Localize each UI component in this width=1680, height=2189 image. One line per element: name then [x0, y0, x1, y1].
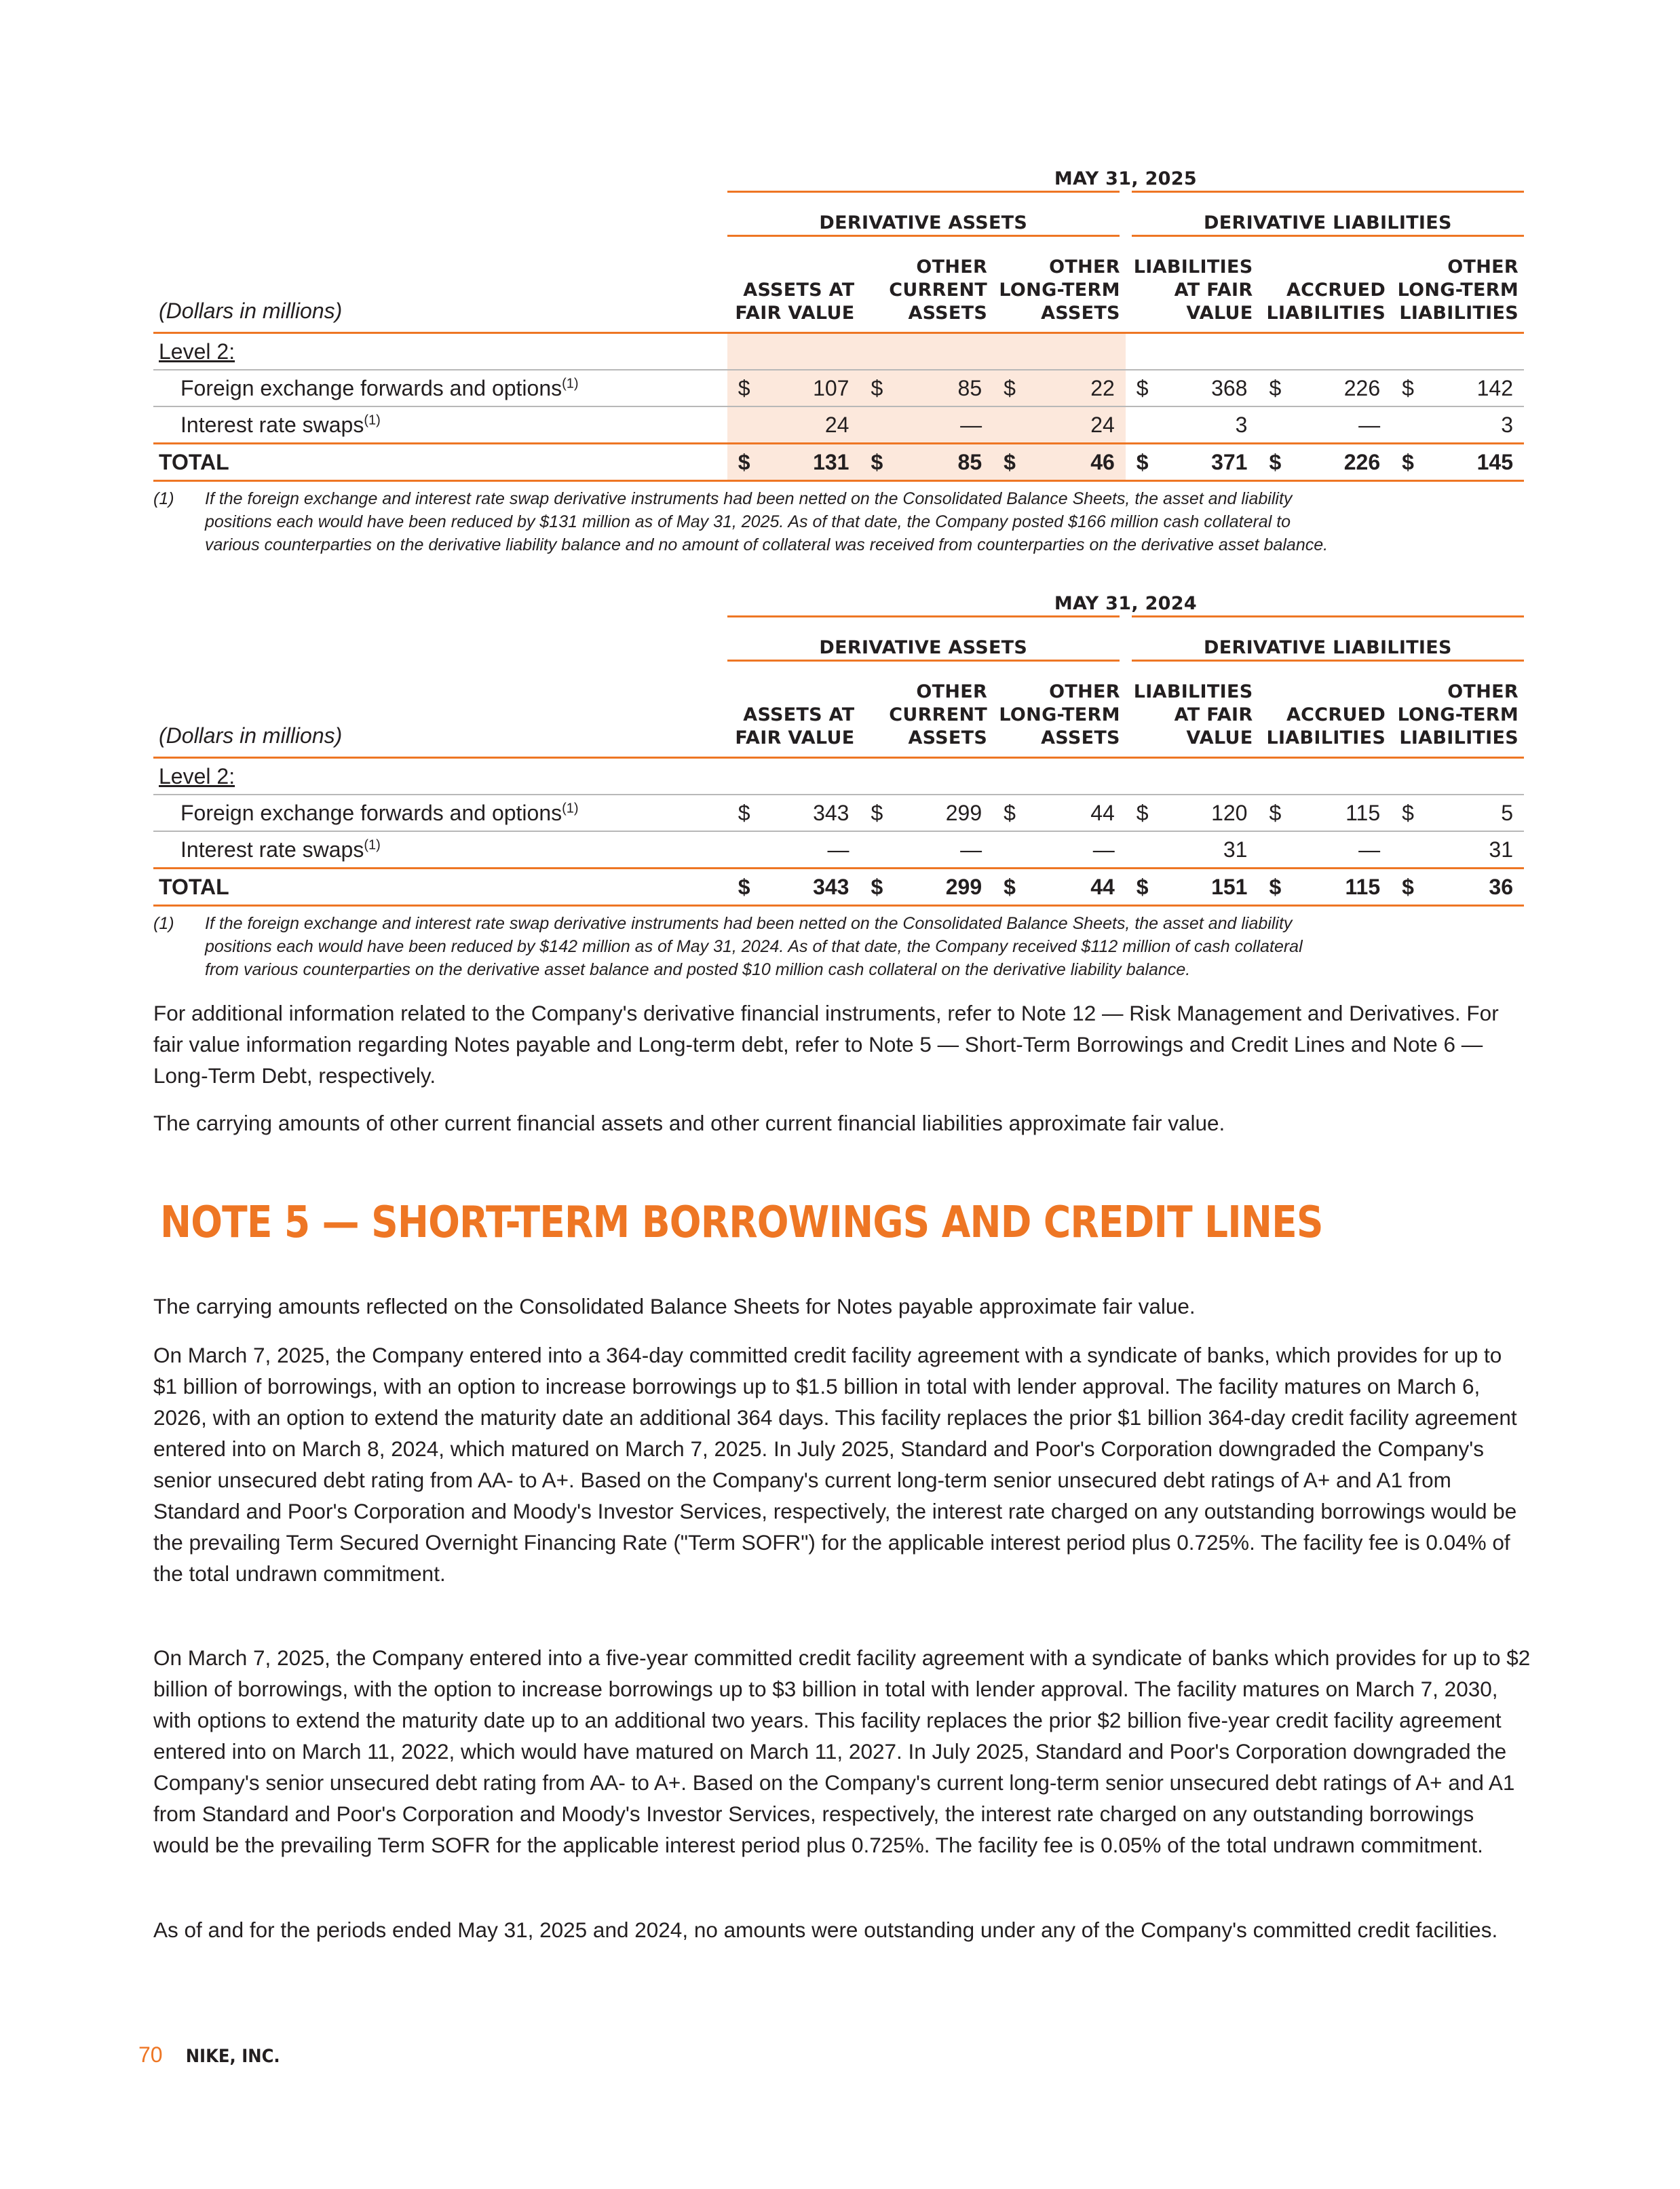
table-row	[153, 795, 1524, 831]
column-header-line: ASSETS	[908, 303, 988, 324]
column-header-line: OTHER	[1447, 256, 1519, 278]
currency-symbol	[727, 406, 756, 444]
total-value-cell: 371	[1154, 444, 1259, 481]
company-name: NIKE, INC.	[185, 2046, 280, 2067]
units-label: (Dollars in millions)	[153, 236, 727, 333]
total-value-cell: 85	[888, 444, 993, 481]
footnote-2025	[153, 487, 1524, 556]
row-label-text: Interest rate swaps	[180, 837, 364, 862]
empty-cell	[1419, 758, 1524, 795]
total-value-cell: 46	[1021, 444, 1126, 481]
value-cell: 3	[1419, 406, 1524, 444]
empty-cell	[1021, 758, 1126, 795]
column-header-line: LIABILITIES	[1399, 727, 1519, 748]
currency-symbol	[860, 406, 888, 444]
empty-cell	[1154, 758, 1259, 795]
footnote-line: If the foreign exchange and interest rate swap derivative instruments had been netted on the Consolidated Balance Sheets, the asset and liability	[205, 489, 1293, 508]
empty-cell	[1126, 333, 1154, 370]
footnote-ref: (1)	[562, 800, 579, 816]
column-header	[1258, 661, 1391, 758]
value-cell: 5	[1419, 795, 1524, 831]
note-paragraph: The carrying amounts reflected on the Consolidated Balance Sheets for Notes payable approximate fair value.	[153, 1294, 1196, 1318]
period-header: MAY 31, 2024	[727, 577, 1524, 617]
fair-value-table-2025	[153, 153, 1524, 482]
column-header-line: LIABILITIES	[1399, 303, 1519, 324]
column-header-line: FAIR VALUE	[735, 727, 855, 748]
column-header-line: LONG-TERM	[1397, 280, 1519, 301]
column-header-line: LIABILITIES	[1133, 256, 1253, 278]
currency-symbol: $	[993, 444, 1021, 481]
row-label-text: Interest rate swaps	[180, 412, 364, 437]
empty-cell	[1287, 333, 1392, 370]
column-header	[1258, 236, 1391, 333]
footnote-ref: (1)	[364, 837, 381, 852]
column-header-line: OTHER	[916, 256, 988, 278]
footnote-line: If the foreign exchange and interest rate swap derivative instruments had been netted on the Consolidated Balance Sheets, the asset and liability	[205, 914, 1293, 933]
row-label-text: Foreign exchange forwards and options	[180, 800, 562, 825]
column-header-line: AT FAIR	[1174, 704, 1253, 725]
footnote-2024	[153, 912, 1524, 981]
table-row	[153, 370, 1524, 406]
period-header: MAY 31, 2025	[727, 153, 1524, 192]
empty-cell	[1287, 758, 1392, 795]
currency-symbol: $	[1391, 795, 1419, 831]
row-label	[153, 795, 727, 831]
footnote-number: (1)	[153, 489, 174, 508]
column-header	[993, 661, 1126, 758]
group-derivative-liabilities: DERIVATIVE LIABILITIES	[1126, 617, 1524, 661]
empty-cell	[888, 758, 993, 795]
fair-value-table-2024	[153, 577, 1524, 907]
value-cell: 343	[756, 795, 860, 831]
table-row	[153, 406, 1524, 444]
column-header-line: LIABILITIES	[1133, 681, 1253, 702]
value-cell: 368	[1154, 370, 1259, 406]
footnote-line: positions each would have been reduced by $131 million as of May 31, 2025. As of that date, the Company posted $166 million cash collateral to	[205, 512, 1291, 531]
empty-cell	[1154, 333, 1259, 370]
column-header	[1126, 661, 1259, 758]
currency-symbol: $	[993, 370, 1021, 406]
empty-cell	[756, 758, 860, 795]
currency-symbol: $	[1391, 869, 1419, 906]
value-cell: 120	[1154, 795, 1259, 831]
total-value-cell: 44	[1021, 869, 1126, 906]
total-label: TOTAL	[153, 869, 727, 906]
value-cell: 3	[1154, 406, 1259, 444]
total-value-cell: 145	[1419, 444, 1524, 481]
footnote-number: (1)	[153, 914, 174, 933]
currency-symbol: $	[1391, 370, 1419, 406]
paragraph-derivatives-reference: For additional information related to the Company's derivative financial instruments, refer to Note 12 — Risk Management and Derivatives. For fair value information regarding Notes payable and Long-term debt, refer to Note 5 — Short-Term Borrowings and Credit Lines and Note 6 — Long-Term Debt, respectively.	[153, 1001, 1499, 1088]
currency-symbol: $	[1258, 370, 1286, 406]
total-value-cell: 151	[1154, 869, 1259, 906]
currency-symbol	[727, 831, 756, 869]
value-cell: 142	[1419, 370, 1524, 406]
currency-symbol	[993, 831, 1021, 869]
column-header-line: LONG-TERM	[1397, 704, 1519, 725]
empty-cell	[756, 333, 860, 370]
currency-symbol	[1391, 831, 1419, 869]
value-cell: 24	[1021, 406, 1126, 444]
empty-cell	[1391, 333, 1419, 370]
empty-cell	[727, 758, 756, 795]
footnote-ref: (1)	[364, 412, 381, 427]
footnote-line: from various counterparties on the derivative asset balance and posted $10 million cash collateral on the derivative liability balance.	[205, 960, 1191, 979]
empty-cell	[727, 333, 756, 370]
currency-symbol	[1126, 831, 1154, 869]
column-header-line: FAIR VALUE	[735, 303, 855, 324]
total-value-cell: 343	[756, 869, 860, 906]
value-cell: —	[756, 831, 860, 869]
row-label	[153, 406, 727, 444]
row-label	[153, 831, 727, 869]
column-header	[727, 236, 860, 333]
column-header-line: LONG-TERM	[999, 704, 1120, 725]
currency-symbol	[1258, 406, 1286, 444]
currency-symbol: $	[860, 444, 888, 481]
value-cell: 85	[888, 370, 993, 406]
value-cell: 226	[1287, 370, 1392, 406]
group-derivative-assets: DERIVATIVE ASSETS	[727, 617, 1126, 661]
empty-cell	[993, 333, 1021, 370]
note-paragraph: On March 7, 2025, the Company entered into a five-year committed credit facility agreement with a syndicate of banks which provides for up to $2 billion of borrowings, with the option to increase borrowings up to $3 billion in total with lender approval. The facility matures on March 7, 2030, with options to extend the maturity date up to an additional two years. This facility replaces the prior $2 billion five-year credit facility agreement entered into on March 11, 2022, which would have matured on March 11, 2027. In July 2025, Standard and Poor's Corporation downgraded the Company's senior unsecured debt rating from AA- to A+. Based on the Company's current long-term senior unsecured debt ratings of A+ and A1 from Standard and Poor's Corporation and Moody's Investor Services, respectively, the interest rate charged on any outstanding borrowings would be the prevailing Term SOFR for the applicable interest period plus 0.725%. The facility fee is 0.05% of the total undrawn commitment.	[153, 1645, 1531, 1857]
total-value-cell: 36	[1419, 869, 1524, 906]
currency-symbol: $	[993, 869, 1021, 906]
empty-cell	[1126, 758, 1154, 795]
column-header-line: ACCRUED	[1286, 704, 1386, 725]
column-header	[860, 661, 993, 758]
total-value-cell: 226	[1287, 444, 1392, 481]
total-value-cell: 115	[1287, 869, 1392, 906]
empty-cell	[860, 758, 888, 795]
total-value-cell: 131	[756, 444, 860, 481]
row-label-text: Foreign exchange forwards and options	[180, 375, 562, 400]
empty-cell	[1419, 333, 1524, 370]
column-header-line: LIABILITIES	[1266, 727, 1386, 748]
column-header	[1391, 661, 1524, 758]
level-label: Level 2:	[153, 333, 727, 370]
empty-cell	[888, 333, 993, 370]
currency-symbol: $	[860, 869, 888, 906]
units-label: (Dollars in millions)	[153, 661, 727, 758]
column-header	[993, 236, 1126, 333]
column-header-line: LIABILITIES	[1266, 303, 1386, 324]
value-cell: 107	[756, 370, 860, 406]
column-header	[860, 236, 993, 333]
empty-cell	[860, 333, 888, 370]
column-header-line: ASSETS	[908, 727, 988, 748]
currency-symbol: $	[860, 370, 888, 406]
currency-symbol	[1258, 831, 1286, 869]
column-header-line: ASSETS AT	[743, 280, 855, 301]
currency-symbol: $	[727, 869, 756, 906]
currency-symbol	[860, 831, 888, 869]
currency-symbol: $	[1391, 444, 1419, 481]
value-cell: 24	[756, 406, 860, 444]
row-label	[153, 370, 727, 406]
column-header	[727, 661, 860, 758]
empty-cell	[993, 758, 1021, 795]
empty-cell	[1021, 333, 1126, 370]
currency-symbol	[1391, 406, 1419, 444]
currency-symbol	[1126, 406, 1154, 444]
note-paragraph: On March 7, 2025, the Company entered into a 364-day committed credit facility agreement with a syndicate of banks, which provides for up to $1 billion of borrowings, with an option to increase borrowings up to $1.5 billion in total with lender approval. The facility matures on March 6, 2026, with an option to extend the maturity date an additional 364 days. This facility replaces the prior $1 billion 364-day credit facility agreement entered into on March 8, 2024, which matured on March 7, 2025. In July 2025, Standard and Poor's Corporation downgraded the Company's senior unsecured debt rating from AA- to A+. Based on the Company's current long-term senior unsecured debt ratings of A+ and A1 from Standard and Poor's Corporation and Moody's Investor Services, respectively, the interest rate charged on any outstanding borrowings would be the prevailing Term Secured Overnight Financing Rate ("Term SOFR") for the applicable interest period plus 0.725%. The facility fee is 0.04% of the total undrawn commitment.	[153, 1343, 1517, 1586]
value-cell: 299	[888, 795, 993, 831]
column-header-line: CURRENT	[889, 280, 988, 301]
currency-symbol	[993, 406, 1021, 444]
value-cell: —	[888, 831, 993, 869]
column-header-line: AT FAIR	[1174, 280, 1253, 301]
value-cell: 31	[1154, 831, 1259, 869]
currency-symbol: $	[1126, 444, 1154, 481]
value-cell: 22	[1021, 370, 1126, 406]
footnote-ref: (1)	[562, 375, 579, 391]
total-row	[153, 869, 1524, 906]
group-derivative-assets: DERIVATIVE ASSETS	[727, 192, 1126, 236]
currency-symbol: $	[1258, 444, 1286, 481]
currency-symbol: $	[1126, 370, 1154, 406]
currency-symbol: $	[1258, 795, 1286, 831]
currency-symbol: $	[1126, 869, 1154, 906]
column-header-line: OTHER	[1447, 681, 1519, 702]
column-header-line: OTHER	[1049, 256, 1120, 278]
note-5-title: NOTE 5 — SHORT-TERM BORROWINGS AND CREDIT LINES	[160, 1198, 1323, 1248]
currency-symbol: $	[727, 444, 756, 481]
empty-cell	[1391, 758, 1419, 795]
total-value-cell: 299	[888, 869, 993, 906]
value-cell: 44	[1021, 795, 1126, 831]
currency-symbol: $	[860, 795, 888, 831]
footnote-line: various counterparties on the derivative liability balance and no amount of collateral was received from counterparties on the derivative asset balance.	[205, 535, 1329, 554]
value-cell: —	[888, 406, 993, 444]
value-cell: —	[1021, 831, 1126, 869]
total-row	[153, 444, 1524, 481]
value-cell: 31	[1419, 831, 1524, 869]
currency-symbol: $	[727, 795, 756, 831]
page-footer	[138, 2042, 285, 2068]
column-header	[1391, 236, 1524, 333]
footnote-line: positions each would have been reduced by $142 million as of May 31, 2024. As of that date, the Company received $112 million of cash collateral	[205, 937, 1303, 956]
currency-symbol: $	[993, 795, 1021, 831]
column-header-line: CURRENT	[889, 704, 988, 725]
currency-symbol: $	[1258, 869, 1286, 906]
note-paragraph: As of and for the periods ended May 31, 2025 and 2024, no amounts were outstanding under any of the Company's committed credit facilities.	[153, 1918, 1498, 1942]
column-header-line: ASSETS AT	[743, 704, 855, 725]
table-row	[153, 831, 1524, 869]
column-header-line: LONG-TERM	[999, 280, 1120, 301]
column-header-line: VALUE	[1186, 303, 1253, 324]
value-cell: —	[1287, 406, 1392, 444]
currency-symbol: $	[727, 370, 756, 406]
empty-cell	[1258, 333, 1286, 370]
column-header-line: ASSETS	[1041, 303, 1120, 324]
level-label: Level 2:	[153, 758, 727, 795]
column-header	[1126, 236, 1259, 333]
group-derivative-liabilities: DERIVATIVE LIABILITIES	[1126, 192, 1524, 236]
column-header-line: ASSETS	[1041, 727, 1120, 748]
value-cell: 115	[1287, 795, 1392, 831]
column-header-line: VALUE	[1186, 727, 1253, 748]
currency-symbol: $	[1126, 795, 1154, 831]
paragraph-carrying-amounts: The carrying amounts of other current financial assets and other current financial liabilities approximate fair value.	[153, 1111, 1225, 1135]
column-header-line: OTHER	[1049, 681, 1120, 702]
column-header-line: ACCRUED	[1286, 280, 1386, 301]
empty-cell	[1258, 758, 1286, 795]
total-label: TOTAL	[153, 444, 727, 481]
page-number: 70	[138, 2042, 163, 2067]
value-cell: —	[1287, 831, 1392, 869]
column-header-line: OTHER	[916, 681, 988, 702]
